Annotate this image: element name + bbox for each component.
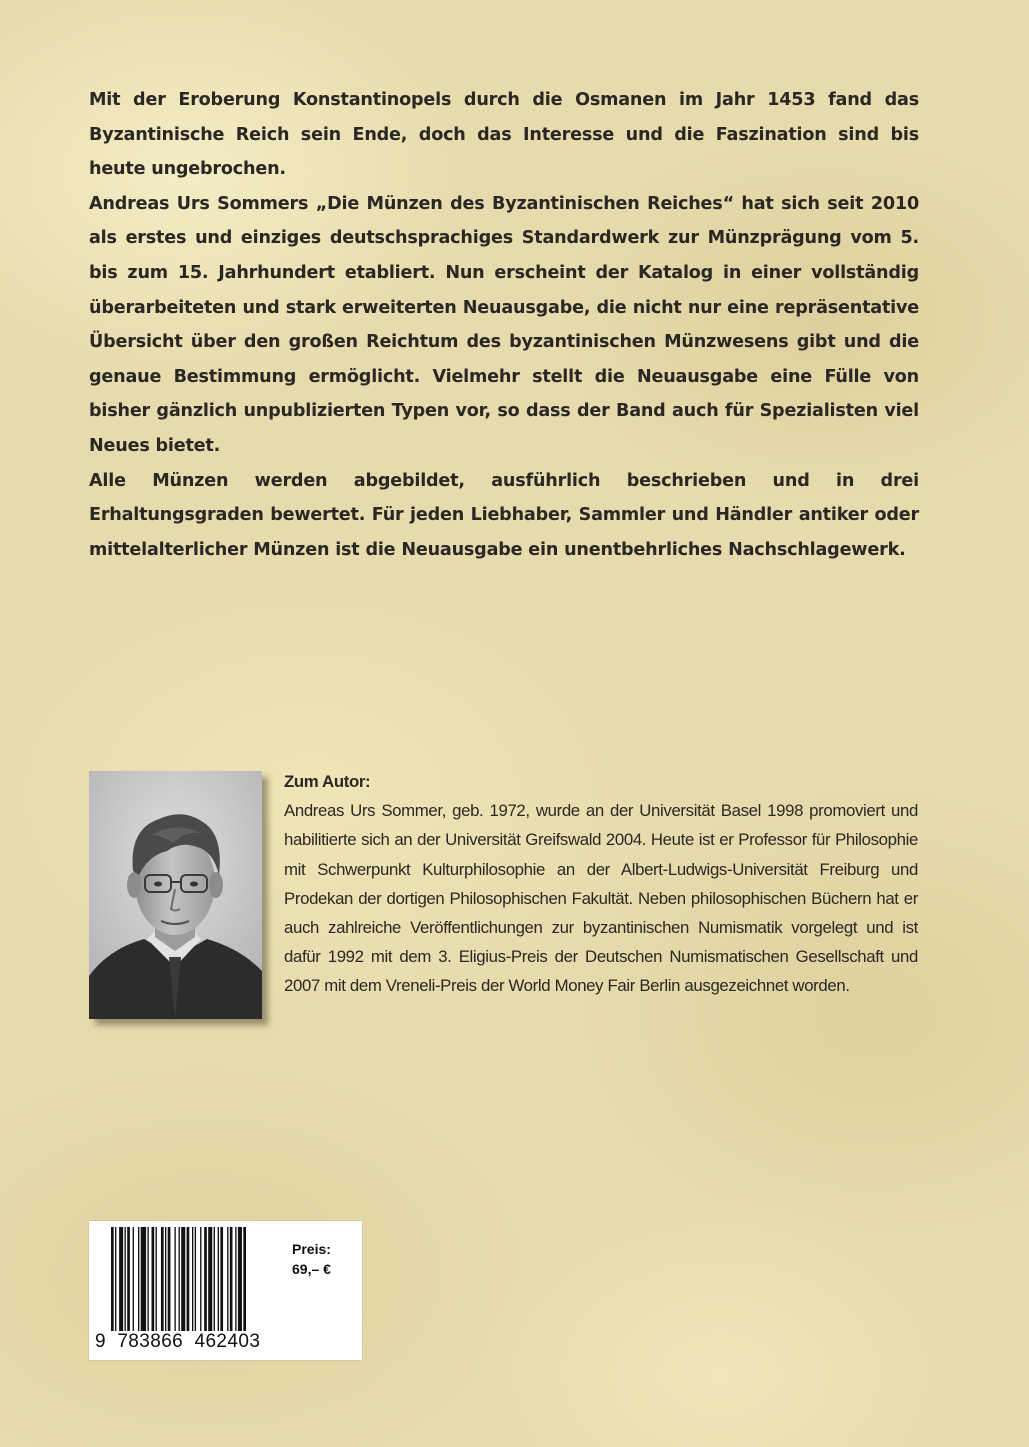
- barcode-bar: [147, 1227, 148, 1331]
- barcode-bar: [214, 1227, 215, 1331]
- barcode-bar: [115, 1227, 116, 1331]
- author-section: [284, 767, 918, 1001]
- blurb-paragraph-1: Mit der Eroberung Konstantinopels durch die Osmanen im Jahr 1453 fand das Byzantinische Reich sein Ende, doch das Interesse und die Faszination sind bis heute ungebrochen.: [89, 90, 919, 180]
- barcode-bar: [238, 1227, 242, 1331]
- barcode-bar: [208, 1227, 212, 1331]
- isbn-digits: 9 783866 462403: [95, 1331, 261, 1352]
- barcode-bar: [174, 1227, 175, 1331]
- author-photo: [89, 771, 262, 1019]
- author-biography: Andreas Urs Sommer, geb. 1972, wurde an der Universität Basel 1998 promoviert und habilitierte sich an der Universität Greifswald 2004. Heute ist er Professor für Philosophie mit Schwerpunkt Kulturphilosophie an der Albert-Ludwigs-Universität Freiburg und Prodekan der dortigen Philosophischen Fakultät. Neben philosophischen Büchern hat er auch zahlreiche Veröffentlichungen zur byzantinischen Numismatik vorgelegt und ist dafür 1992 mit dem 3. Eligius-Preis der Deutschen Numismatischen Gesellschaft und 2007 mit dem Vreneli-Preis der World Money Fair Berlin ausgezeichnet worden.: [284, 801, 918, 996]
- barcode-bar: [119, 1227, 123, 1331]
- author-heading: Zum Autor:: [284, 772, 371, 791]
- price-box: [292, 1239, 331, 1279]
- barcode-bar: [156, 1227, 157, 1331]
- barcode-bar: [181, 1227, 185, 1331]
- blurb-paragraph-2: Andreas Urs Sommers „Die Münzen des Byzantinischen Reiches“ hat sich seit 2010 als erstes und einziges deutschsprachiges Standardwerk zur Münzprägung vom 5. bis zum 15. Jahrhundert etabliert. Nun erscheint der Katalog in einer vollständig überarbeiteten und stark erweiterten Neuausgabe, die nicht nur eine repräsentative Übersicht über den großen Reichtum des byzantinischen Münzwesens gibt und die genaue Bestimmung ermöglicht. Vielmehr stellt die Neuausgabe eine Fülle von bisher gänzlich unpublizierten Typen vor, so dass der Band auch für Spezialisten viel Neues bietet.: [89, 193, 919, 456]
- barcode-bar: [141, 1227, 146, 1331]
- barcode-bar: [227, 1227, 228, 1331]
- barcode-bar: [127, 1227, 130, 1331]
- author-portrait-illustration: [89, 771, 262, 1019]
- barcode-bar: [133, 1227, 134, 1331]
- price-label: Preis:: [292, 1241, 331, 1257]
- barcode-bar: [161, 1227, 164, 1331]
- barcode-bar: [200, 1227, 201, 1331]
- barcode-bar: [168, 1227, 171, 1331]
- barcode-bar: [152, 1227, 155, 1331]
- barcode-bar: [220, 1227, 223, 1331]
- barcode-bar: [230, 1227, 233, 1331]
- barcode-bar: [195, 1227, 196, 1331]
- barcode-bar: [218, 1227, 219, 1331]
- barcode-bar: [138, 1227, 139, 1331]
- blurb-text: [89, 83, 919, 567]
- barcode-bar: [179, 1227, 180, 1331]
- barcode-label: [89, 1221, 362, 1360]
- barcode-bars: [111, 1227, 283, 1331]
- barcode-bar: [192, 1227, 193, 1331]
- barcode-bar: [165, 1227, 166, 1331]
- barcode-bar: [125, 1227, 126, 1331]
- barcode-bar: [235, 1227, 236, 1331]
- barcode-bar: [187, 1227, 190, 1331]
- blurb-paragraph-3: Alle Münzen werden abgebildet, ausführlich beschrieben und in drei Erhaltungsgraden bewertet. Für jeden Liebhaber, Sammler und Händler antiker oder mittelalterlicher Münzen ist die Neuausgabe ein unentbehrliches Nachschlagewerk.: [89, 470, 919, 560]
- price-value: 69,– €: [292, 1261, 331, 1277]
- barcode-bar: [111, 1227, 114, 1331]
- barcode-bar: [243, 1227, 246, 1331]
- barcode-bar: [204, 1227, 207, 1331]
